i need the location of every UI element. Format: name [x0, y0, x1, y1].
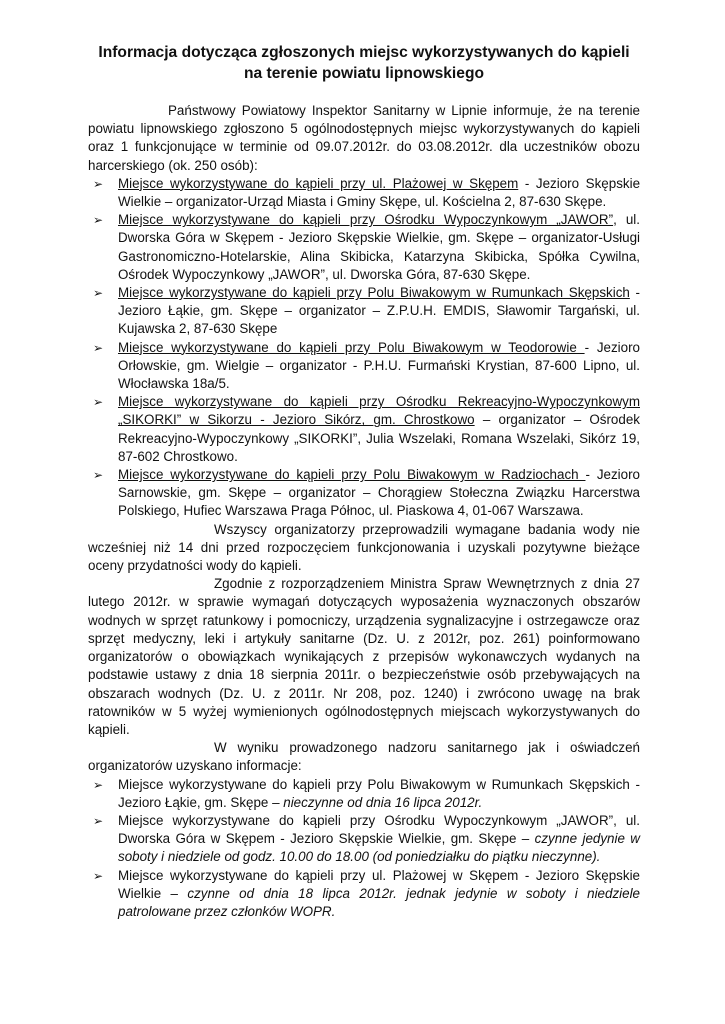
site-details: - Jezioro Orłowskie, gm. Wielgie – organizator - P.H.U. Furmański Krystian, 87-600 Lipno, ul. Włocławska 18a/5. — [118, 339, 640, 392]
site-name: Miejsce wykorzystywane do kąpieli przy Polu Biwakowym w Radziochach — [118, 467, 586, 483]
water-testing-paragraph: Wszyscy organizatorzy przeprowadzili wymagane badania wody nie wcześniej niż 14 dni przed rozpoczęciem funkcjonowania i uzyskali pozytywne bieżące oceny przydatności wody do kąpieli. — [88, 521, 640, 574]
list-item — [88, 175, 640, 211]
site-status: czynne od dnia 18 lipca 2012r. jednak jedynie w soboty i niedziele patrolowane przez członków WOPR. — [118, 885, 640, 919]
site-status: czynne jedynie w soboty i niedziele od godz. 10.00 do 18.00 (od poniedziałku do piątku nieczynne). — [118, 831, 640, 865]
title-line-2: na terenie powiatu lipnowskiego — [243, 65, 484, 82]
list-item — [88, 812, 640, 867]
arrow-bullet-icon: ➢ — [93, 395, 104, 410]
arrow-bullet-icon: ➢ — [93, 340, 104, 355]
arrow-bullet-icon: ➢ — [93, 868, 104, 883]
list-item — [88, 211, 640, 284]
arrow-bullet-icon: ➢ — [93, 813, 104, 828]
site-name: Miejsce wykorzystywane do kąpieli przy ul. Plażowej w Skępem — [118, 175, 519, 191]
list-item — [88, 339, 640, 394]
site-description: Miejsce wykorzystywane do kąpieli przy Polu Biwakowym w Rumunkach Skępskich - Jezioro Łąkie, gm. Skępe – — [118, 776, 640, 810]
site-details: - Jezioro Skępskie Wielkie – organizator-Urząd Miasta i Gminy Skępe, ul. Kościelna 2, 87-630 Skępe. — [118, 175, 641, 210]
list-item — [88, 284, 640, 339]
bathing-sites-list — [88, 175, 640, 521]
site-description: Miejsce wykorzystywane do kąpieli przy ul. Plażowej w Skępem - Jezioro Skępskie Wielkie – — [118, 867, 640, 901]
status-list — [88, 776, 640, 922]
site-details: - Jezioro Sarnowskie, gm. Skępe – organizator – Chorągiew Stołeczna Związku Harcerstwa Polskiego, Hufiec Warszawa Praga Północ, ul. Piaskowa 4, 01-067 Warszawa. — [118, 467, 640, 519]
arrow-bullet-icon: ➢ — [93, 777, 104, 792]
site-name: Miejsce wykorzystywane do kąpieli przy Ośrodku Rekreacyjno-Wypoczynkowym „SIKORKI” w Sikorzu - Jezioro Sikórz, gm. Chrostkowo — [118, 394, 640, 428]
list-item — [88, 867, 640, 922]
site-details: – organizator – Ośrodek Rekreacyjno-Wypoczynkowy „SIKORKI”, Julia Wszelaki, Romana Wszelaki, Sikórz 19, 87-602 Chrostkowo. — [118, 412, 640, 464]
arrow-bullet-icon: ➢ — [93, 176, 104, 191]
site-details: - Jezioro Łąkie, gm. Skępe – organizator – Z.P.U.H. EMDIS, Sławomir Targański, ul. Kujawska 2, 87-630 Skępe — [118, 285, 640, 337]
site-status: nieczynne od dnia 16 lipca 2012r. — [283, 794, 483, 810]
arrow-bullet-icon: ➢ — [93, 468, 104, 483]
list-item — [88, 776, 640, 812]
site-description: Miejsce wykorzystywane do kąpieli przy Ośrodku Wypoczynkowym „JAWOR”, ul. Dworska Góra w Skępem - Jezioro Skępskie Wielkie, gm. Skępe – — [118, 812, 640, 847]
title-line-1: Informacja dotycząca zgłoszonych miejsc wykorzystywanych do kąpieli — [98, 44, 630, 61]
site-name: Miejsce wykorzystywane do kąpieli przy Polu Biwakowym w Rumunkach Skępskich — [118, 285, 630, 301]
document-title — [88, 42, 640, 84]
intro-paragraph: Państwowy Powiatowy Inspektor Sanitarny w Lipnie informuje, że na terenie powiatu lipnowskiego zgłoszono 5 ogólnodostępnych miejsc wykorzystywanych do kąpieli oraz 1 funkcjonujące w terminie od 09.07.2012r. do 03.08.2012r. dla uczestników obozu harcerskiego (ok. 250 osób): — [88, 103, 640, 173]
arrow-bullet-icon: ➢ — [93, 286, 104, 301]
site-name: Miejsce wykorzystywane do kąpieli przy Polu Biwakowym w Teodorowie — [118, 339, 585, 355]
document-page — [88, 42, 640, 921]
site-details: , ul. Dworska Góra w Skępem - Jezioro Skępskie Wielkie, gm. Skępe – organizator-Usługi Gastronomiczno-Hotelarskie, Alina Skibicka, Katarzyna Skibicka, Spółka Cywilna, Ośrodek Wypoczynkowy „JAWOR”, ul. Dworska Góra, 87-630 Skępe. — [118, 212, 640, 282]
supervision-paragraph: W wyniku prowadzonego nadzoru sanitarnego jak i oświadczeń organizatorów uzyskano informacje: — [88, 740, 640, 774]
site-name: Miejsce wykorzystywane do kąpieli przy Ośrodku Wypoczynkowym „JAWOR” — [118, 212, 614, 228]
list-item — [88, 466, 640, 521]
list-item — [88, 393, 640, 466]
arrow-bullet-icon: ➢ — [93, 213, 104, 228]
regulation-paragraph: Zgodnie z rozporządzeniem Ministra Spraw Wewnętrznych z dnia 27 lutego 2012r. w sprawie wymagań dotyczących wyposażenia wyznaczonych obszarów wodnych w sprzęt ratunkowy i pomocniczy, urządzenia sygnalizacyjne i ostrzegawcze oraz sprzęt medyczny, leki i artykuły sanitarne (Dz. U. z 2012r, poz. 261) poinformowano organizatorów o obowiązkach wynikających z przepisów wykonawczych wydanych na podstawie ustawy z dnia 18 sierpnia 2011r. o bezpieczeństwie osób przebywających na obszarach wodnych (Dz. U. z 2011r. Nr 208, poz. 1240) i zwrócono uwagę na brak ratowników w 5 wyżej wymienionych ogólnodostępnych miejscach wykorzystywanych do kąpieli. — [88, 576, 640, 737]
